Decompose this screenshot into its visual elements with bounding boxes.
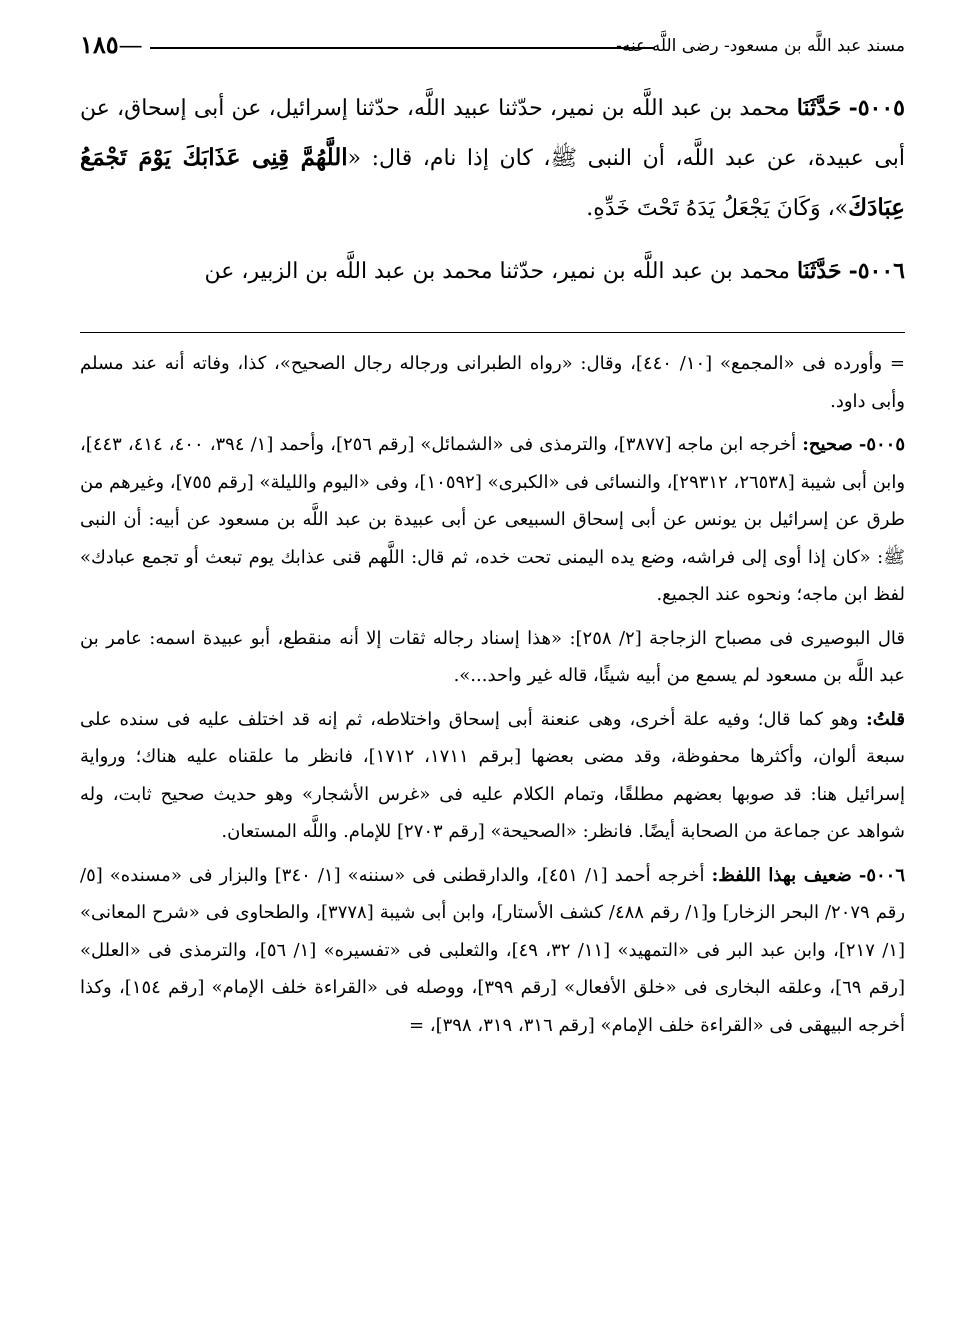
continuation-mark: = (408, 1014, 425, 1036)
note-busiri: قال البوصيرى فى مصباح الزجاجة [٢/ ٢٥٨]: «هذا إسناد رجاله ثقات إلا أنه منقطع، أبو عبيدة اسمه: عامر بن عبد اللَّه بن مسعود لم يسمع من أبيه شيئًا، قاله غير واحد...». (80, 627, 905, 686)
note-grade: ضعيف بهذا اللفظ: (711, 864, 852, 886)
hadith-5005 (80, 84, 905, 233)
hadith-number: ٥٠٠٥- (848, 95, 905, 121)
note-5006 (80, 857, 905, 1045)
footnote-separator (80, 332, 905, 333)
note-grade: صحيح: (802, 434, 853, 455)
hadith-verb: حَدَّثَنَا (796, 258, 842, 284)
page-number (80, 30, 151, 59)
qultu-text: وهو كما قال؛ وفيه علة أخرى، وهى عنعنة أبى إسحاق واختلاطه، ثم إنه قد اختلف عليه فى سنده على سبعة ألوان، وأكثرها محفوظة، وقد مضى بعضها [برقم ١٧١١، ١٧١٢]، فانظر ما علقناه عليه هناك؛ ورواية إسرائيل هنا: قد صوبها بعضهم مطلقًا، وتمام الكلام عليه فى «غرس الأشجار» وهو حديث صحيح ثابت، وله شواهد عن جماعة من الصحابة أيضًا. فانظر: «الصحيحة» [رقم ٢٧٠٣] للإمام. واللَّه المستعان. (80, 708, 905, 842)
hadith-text-end: »، وَكَانَ يَجْعَلُ يَدَهُ تَحْتَ خَدِّهِ. (586, 196, 849, 221)
note-qultu (80, 701, 905, 851)
page-number-value: ١٨٥ (80, 30, 119, 59)
main-text (80, 84, 905, 310)
note-number: ٥٠٠٦- (858, 864, 905, 886)
header-rule (150, 47, 655, 49)
hadith-text: محمد بن عبد اللَّه بن نمير، حدّثنا محمد بن عبد اللَّه بن الزبير، عن (204, 259, 790, 284)
page-number-dash: — (118, 31, 143, 59)
book-page (80, 30, 905, 1310)
note-text: أخرجه ابن ماجه [٣٨٧٧]، والترمذى فى «الشمائل» [رقم ٢٥٦]، وأحمد [١/ ٣٩٤، ٤٠٠، ٤١٤، ٤٤٣]، وابن أبى شيبة [٢٦٥٣٨، ٢٩٣١٢]، والنسائى فى «الكبرى» [١٠٥٩٢]، وفى «اليوم والليلة» [رقم ٧٥٥]، وغيرهم من طرق عن إسرائيل بن يونس عن أبى إسحاق السبيعى عن أبى عبيدة بن عبد اللَّه بن مسعود عن أبيه: أن النبى ﷺ: «كان إذا أوى إلى فراشه، وضع يده اليمنى تحت خده، ثم قال: اللَّهم قنى عذابك يوم تبعث أو تجمع عبادك» لفظ ابن ماجه؛ ونحوه عند الجميع. (80, 434, 906, 605)
hadith-verb: حَدَّثَنَا (796, 95, 842, 121)
note-text: أخرجه أحمد [١/ ٤٥١]، والدارقطنى فى «سننه» [١/ ٣٤٠] والبزار فى «مسنده» [٥/ رقم ٢٠٧٩/ البحر الزخار] و[١/ رقم ٤٨٨/ كشف الأستار]، وابن أبى شيبة [٣٧٧٨]، والطحاوى فى «شرح المعانى» [١/ ٢١٧]، وابن عبد البر فى «التمهيد» [١١/ ٣٢، ٤٩]، والثعلبى فى «تفسيره» [١/ ٥٦]، والترمذى فى «العلل» [رقم ٦٩]، وعلقه البخارى فى «خلق الأفعال» [رقم ٣٩٩]، ووصله فى «القراءة خلف الإمام» [رقم ١٥٤]، وكذا أخرجه البيهقى فى «القراءة خلف الإمام» [رقم ٣١٦، ٣١٩، ٣٩٨]، (80, 864, 906, 1036)
hadith-5006 (80, 247, 905, 296)
qultu-label: قلتُ: (866, 708, 905, 730)
note-number: ٥٠٠٥- (858, 434, 906, 455)
hadith-text: محمد بن عبد اللَّه بن نمير، حدّثنا عبيد اللَّه، حدّثنا إسرائيل، عن أبى إسحاق، عن أبى عبيدة، عن عبد اللَّه، أن النبى ﷺ، كان إذا نام، قال: « (80, 96, 905, 171)
note-continuation: = وأورده فى «المجمع» [١٠/ ٤٤٠]، وقال: «رواه الطبرانى ورجاله رجال الصحيح»، كذا، وفاته أنه عند مسلم وأبى داود. (80, 353, 905, 412)
note-5005 (80, 426, 905, 614)
header-title: مسند عبد اللَّه بن مسعود- رضى اللَّه عنه- (616, 36, 905, 56)
running-header (80, 30, 905, 64)
hadith-dua: اللَّهُمَّ قِنِى عَذَابَكَ يَوْمَ تَجْمَعُ عِبَادَكَ (80, 144, 905, 221)
hadith-number: ٥٠٠٦- (848, 258, 905, 284)
footnotes (80, 345, 905, 1050)
